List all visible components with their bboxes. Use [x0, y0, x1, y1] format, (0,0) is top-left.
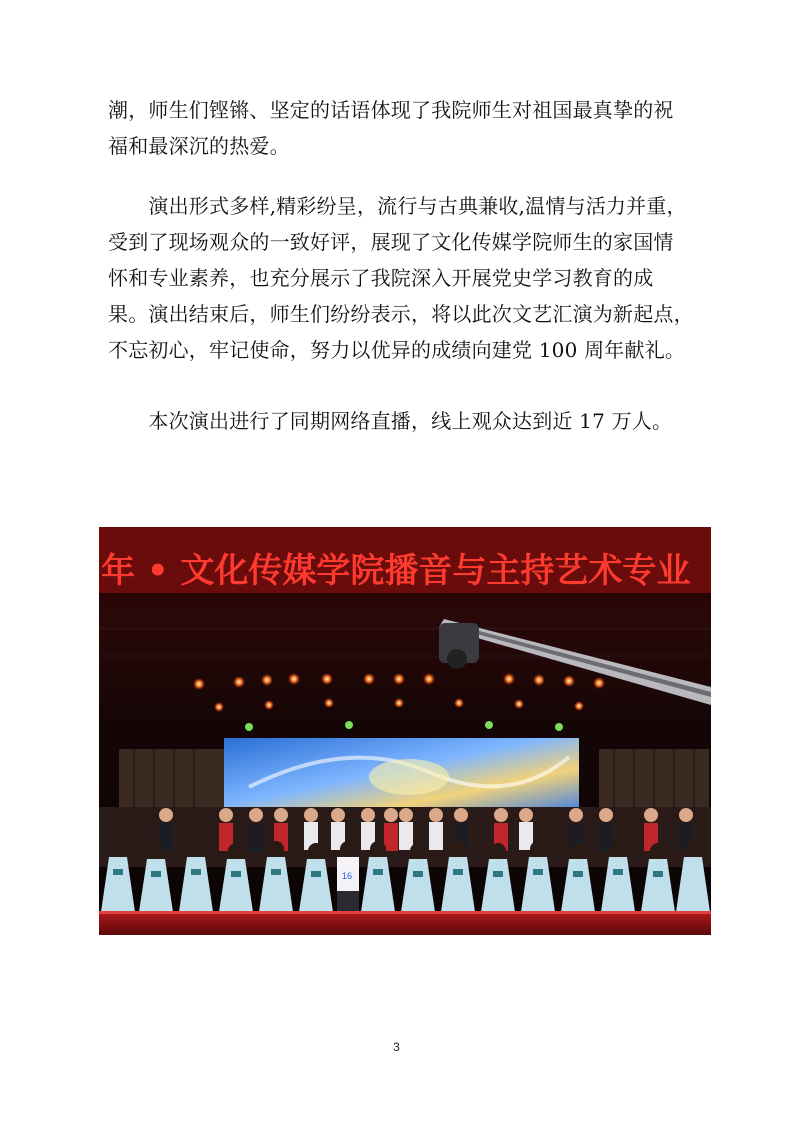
- paragraph-line: 不忘初心，牢记使命，努力以优异的成绩向建党 100 周年献礼。: [108, 338, 686, 362]
- paragraph-line: 本次演出进行了同期网络直播，线上观众达到近 17 万人。: [108, 409, 673, 433]
- stage-performance-photo: [99, 527, 711, 935]
- banner-text: 年 • 文化传媒学院播音与主持艺术专业: [101, 551, 691, 591]
- paragraph-1: [108, 92, 698, 164]
- jersey-number: 16: [342, 871, 353, 881]
- paragraph-line: 福和最深沉的热爱。: [108, 134, 290, 158]
- paragraph-3: [108, 403, 698, 439]
- page-number: 3: [393, 1040, 400, 1054]
- paragraph-line: 潮，师生们铿锵、坚定的话语体现了我院师生对祖国最真挚的祝: [108, 98, 674, 122]
- paragraph-line: 演出形式多样,精彩纷呈，流行与古典兼收,温情与活力并重，: [108, 194, 687, 218]
- paragraph-line: 受到了现场观众的一致好评，展现了文化传媒学院师生的家国情: [108, 230, 674, 254]
- paragraph-line: 怀和专业素养，也充分展示了我院深入开展党史学习教育的成: [108, 266, 654, 290]
- paragraph-2: [108, 188, 698, 368]
- paragraph-line: 果。演出结束后，师生们纷纷表示，将以此次文艺汇演为新起点，: [108, 302, 694, 326]
